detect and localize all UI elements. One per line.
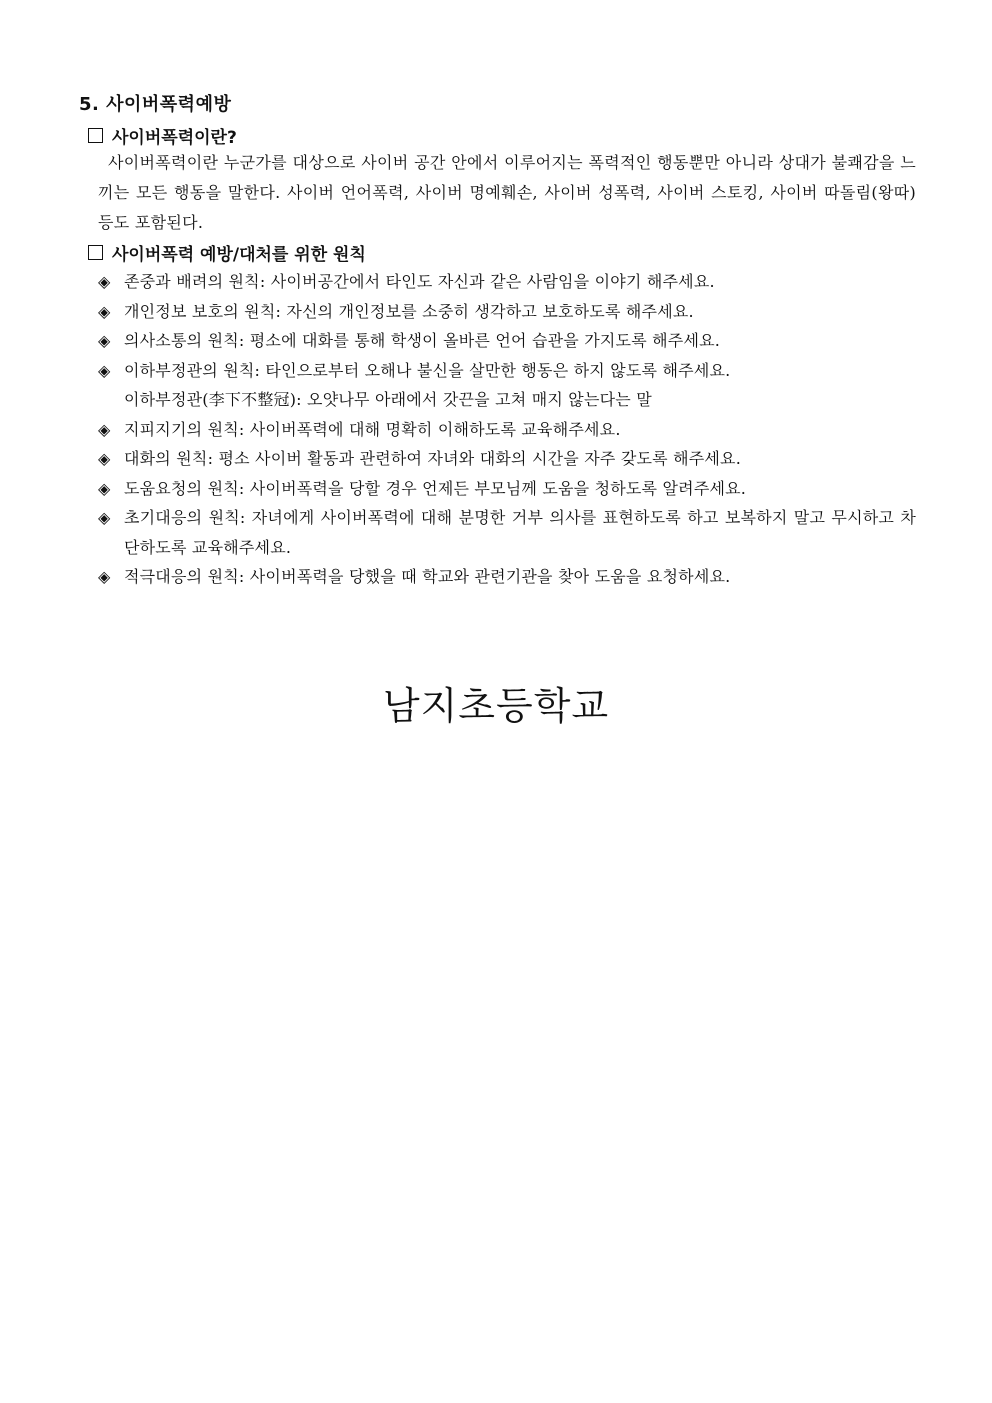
list-item (98, 356, 916, 386)
list-item (98, 326, 916, 356)
checkbox-square-icon (88, 245, 103, 260)
list-item (98, 415, 916, 445)
principle-text: 도움요청의 원칙: 사이버폭력을 당할 경우 언제든 부모님께 도움을 청하도록 알려주세요. (124, 478, 747, 498)
principle-text: 대화의 원칙: 평소 사이버 활동과 관련하여 자녀와 대화의 시간을 자주 갖도록 해주세요. (124, 449, 741, 468)
principle-text: 의사소통의 원칙: 평소에 대화를 통해 학생이 올바른 언어 습관을 가지도록 해주세요. (124, 331, 721, 350)
principles-heading-text: 사이버폭력 예방/대처를 위한 원칙 (112, 245, 366, 265)
diamond-bullet-icon: ◈ (98, 449, 111, 468)
principle-text: 이하부정관의 원칙: 타인으로부터 오해나 불신을 살만한 행동은 하지 않도록 해주세요. (124, 360, 731, 380)
section-title: 5. 사이버폭력예방 (79, 94, 232, 115)
list-item (98, 562, 916, 592)
list-item-note (98, 385, 916, 415)
principle-text: 적극대응의 원칙: 사이버폭력을 당했을 때 학교와 관련기관을 찾아 도움을 요청하세요. (124, 567, 731, 586)
principle-text: 초기대응의 원칙: 자녀에게 사이버폭력에 대해 분명한 거부 의사를 표현하도록 하고 보복하지 말고 무시하고 차단하도록 교육해주세요. (124, 508, 916, 557)
diamond-bullet-icon: ◈ (98, 360, 111, 380)
list-item (98, 444, 916, 474)
principles-list (98, 267, 916, 592)
diamond-bullet-icon: ◈ (98, 272, 111, 291)
list-item (98, 267, 916, 297)
diamond-bullet-icon: ◈ (98, 419, 111, 439)
diamond-bullet-icon: ◈ (98, 331, 111, 350)
principle-text: 지피지기의 원칙: 사이버폭력에 대해 명확히 이해하도록 교육해주세요. (124, 419, 621, 439)
definition-heading-text: 사이버폭력이란? (112, 128, 237, 148)
diamond-bullet-icon: ◈ (98, 567, 111, 586)
list-item (98, 503, 916, 562)
list-item (98, 474, 916, 504)
diamond-bullet-icon: ◈ (98, 478, 111, 498)
principle-text: 개인정보 보호의 원칙: 자신의 개인정보를 소중히 생각하고 보호하도록 해주세요. (124, 301, 694, 321)
definition-paragraph: 사이버폭력이란 누군가를 대상으로 사이버 공간 안에서 이루어지는 폭력적인 행동뿐만 아니라 상대가 불쾌감을 느끼는 모든 행동을 말한다. 사이버 언어폭력, 사이버 명예훼손, 사이버 성폭력, 사이버 스토킹, 사이버 따돌림(왕따) 등도 포함된다. (98, 153, 916, 232)
school-name: 남지초등학교 (382, 684, 610, 728)
diamond-bullet-icon: ◈ (98, 301, 111, 321)
definition-heading (88, 123, 237, 148)
principle-note: 이하부정관(李下不整冠): 오얏나무 아래에서 갓끈을 고쳐 매지 않는다는 말 (124, 390, 652, 409)
principle-text: 존중과 배려의 원칙: 사이버공간에서 타인도 자신과 같은 사람임을 이야기 해주세요. (124, 272, 715, 291)
checkbox-square-icon (88, 128, 103, 143)
principles-heading (88, 240, 366, 265)
list-item (98, 297, 916, 327)
diamond-bullet-icon: ◈ (98, 508, 111, 527)
